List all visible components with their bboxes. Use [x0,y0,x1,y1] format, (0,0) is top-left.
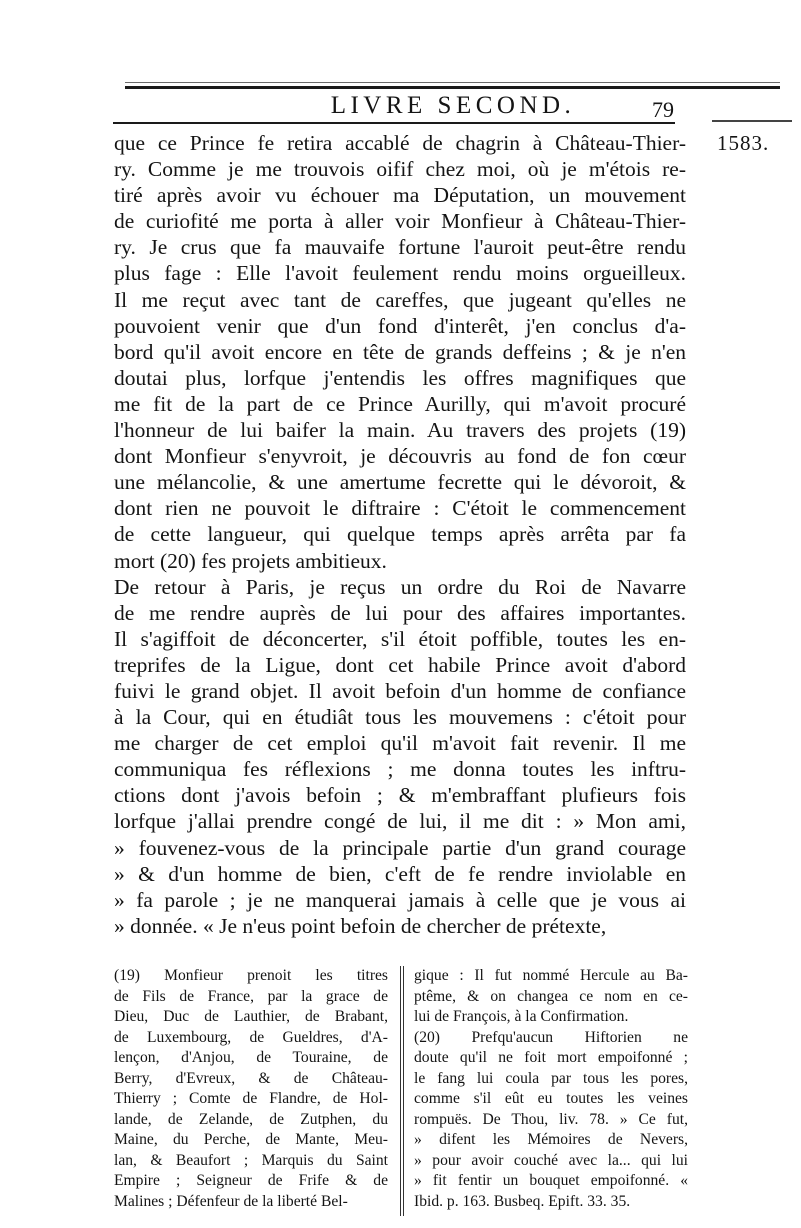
text-line: Maine, du Perche, de Mante, Meu- [114,1131,388,1148]
text-line: De retour à Paris, je reçus un ordre du Roi de Navarre [114,574,686,599]
text-line: pouvoient venir que d'un fond d'interêt, j'en conclus d'a- [114,313,686,338]
text-line: Malines ; Défenfeur de la liberté Bel- [114,1192,348,1210]
text-line: me charger de cet emploi qu'il m'avoit fait revenir. Il me [114,731,686,756]
footnote-column-left [114,966,388,1212]
running-head: LIVRE SECOND. [330,92,576,119]
text-line: comme s'il eût eu toutes les veines [414,1090,688,1107]
text-line: tiré après avoir vu échouer ma Députation, un mouvement [114,183,686,208]
page-number: 79 [652,97,674,122]
main-text [114,130,686,939]
text-line: Il me reçut avec tant de careffes, que jugeant qu'elles ne [114,287,686,312]
footnote-divider [400,966,401,1216]
text-line: une mélancolie, & une amertume fecrette qui le dévoroit, & [114,470,686,495]
text-line: l'honneur de lui baifer la main. Au travers des projets (19) [114,418,686,443]
text-line: ry. Je crus que fa mauvaife fortune l'auroit peut-être rendu [114,235,686,260]
text-line: » fouvenez-vous de la principale partie d'un grand courage [114,835,686,860]
margin-rule [712,120,792,122]
text-line: doute qu'il ne foit mort empoifonné ; [414,1049,688,1066]
text-line: de me rendre auprès de lui pour des affaires importantes. [114,600,686,625]
text-line: rompuës. De Thou, liv. 78. » Ce fut, [414,1110,688,1128]
text-line: (19) Monfieur prenoit les titres [114,967,388,984]
top-thin-rule [125,82,780,83]
text-line: lui de François, à la Confirmation. [414,1008,629,1025]
text-line: lençon, d'Anjou, de Touraine, de [114,1049,388,1066]
top-rule [125,86,780,89]
text-line: communiqua fes réflexions ; me donna toutes les inftru- [114,757,686,782]
text-line: doutai plus, lorfque j'entendis les offres magnifiques que [114,365,686,390]
text-line: bord qu'il avoit encore en tête de grands deffeins ; & je n'en [114,339,686,364]
text-line: » pour avoir couché avec la... qui lui [414,1151,688,1169]
text-line: dont rien ne pouvoit le diftraire : C'étoit le commencement [114,496,686,521]
text-line: de cette langueur, qui quelque temps après arrêta par fa [114,522,686,547]
text-line: à la Cour, qui en étudiât tous les mouvemens : c'étoit pour [114,705,686,730]
header-rule [113,122,675,124]
text-line: de Luxembourg, de Gueldres, d'A- [114,1028,388,1046]
text-line: Empire ; Seigneur de Frife & de [114,1172,388,1189]
text-line: lorfque j'allai prendre congé de lui, il me dit : » Mon ami, [114,809,686,834]
text-line: » fit fentir un bouquet empoifonné. « [414,1172,688,1189]
text-line: Thierry ; Comte de Flandre, de Hol- [114,1090,388,1107]
text-line: gique : Il fut nommé Hercule au Ba- [414,967,688,984]
text-line: fuivi le grand objet. Il avoit befoin d'un homme de confiance [114,678,686,703]
footnote-column-right [414,966,688,1212]
text-line: » difent les Mémoires de Nevers, [414,1131,688,1148]
text-line: » fa parole ; je ne manquerai jamais à celle que je vous ai [114,887,686,912]
text-line: Ibid. p. 163. Busbeq. Epift. 33. 35. [414,1192,631,1210]
margin-year: 1583. [717,131,770,155]
text-line: lan, & Beaufort ; Marquis du Saint [114,1151,388,1169]
text-line: ctions dont j'avois befoin ; & m'embraffant plufieurs fois [114,783,686,808]
footnote-divider-second [403,966,404,1216]
text-line: treprifes de la Ligue, dont cet habile Prince avoit d'abord [114,652,686,677]
text-line: lande, de Zelande, de Zutphen, du [114,1110,388,1128]
text-line: Il s'agiffoit de déconcerter, s'il étoit poffible, toutes les en- [114,626,686,651]
text-line: ry. Comme je me trouvois oifif chez moi, où je m'étois re- [114,157,686,182]
text-line: » donnée. « Je n'eus point befoin de chercher de prétexte, [114,913,607,938]
text-line: de Fils de France, par la grace de [114,987,388,1005]
text-line: mort (20) fes projets ambitieux. [114,548,387,573]
text-line: dont Monfieur s'enyvroit, je découvris au fond de fon cœur [114,444,686,469]
text-line: (20) Prefqu'aucun Hiftorien ne [414,1028,688,1046]
text-line: le fang lui coula par tous les pores, [414,1069,688,1087]
text-line: me fit de la part de ce Prince Aurilly, qui m'avoit procuré [114,391,686,416]
text-line: » & d'un homme de bien, c'eft de fe rendre inviolable en [114,861,686,886]
text-line: que ce Prince fe retira accablé de chagrin à Château-Thier- [114,131,686,155]
text-line: ptême, & on changea ce nom en ce- [414,987,688,1005]
text-line: plus fage : Elle l'avoit feulement rendu moins orgueilleux. [114,261,686,286]
text-line: Berry, d'Evreux, & de Château- [114,1069,388,1087]
text-line: Dieu, Duc de Lauthier, de Brabant, [114,1008,388,1025]
text-line: de curiofité me porta à aller voir Monfieur à Château-Thier- [114,209,686,234]
